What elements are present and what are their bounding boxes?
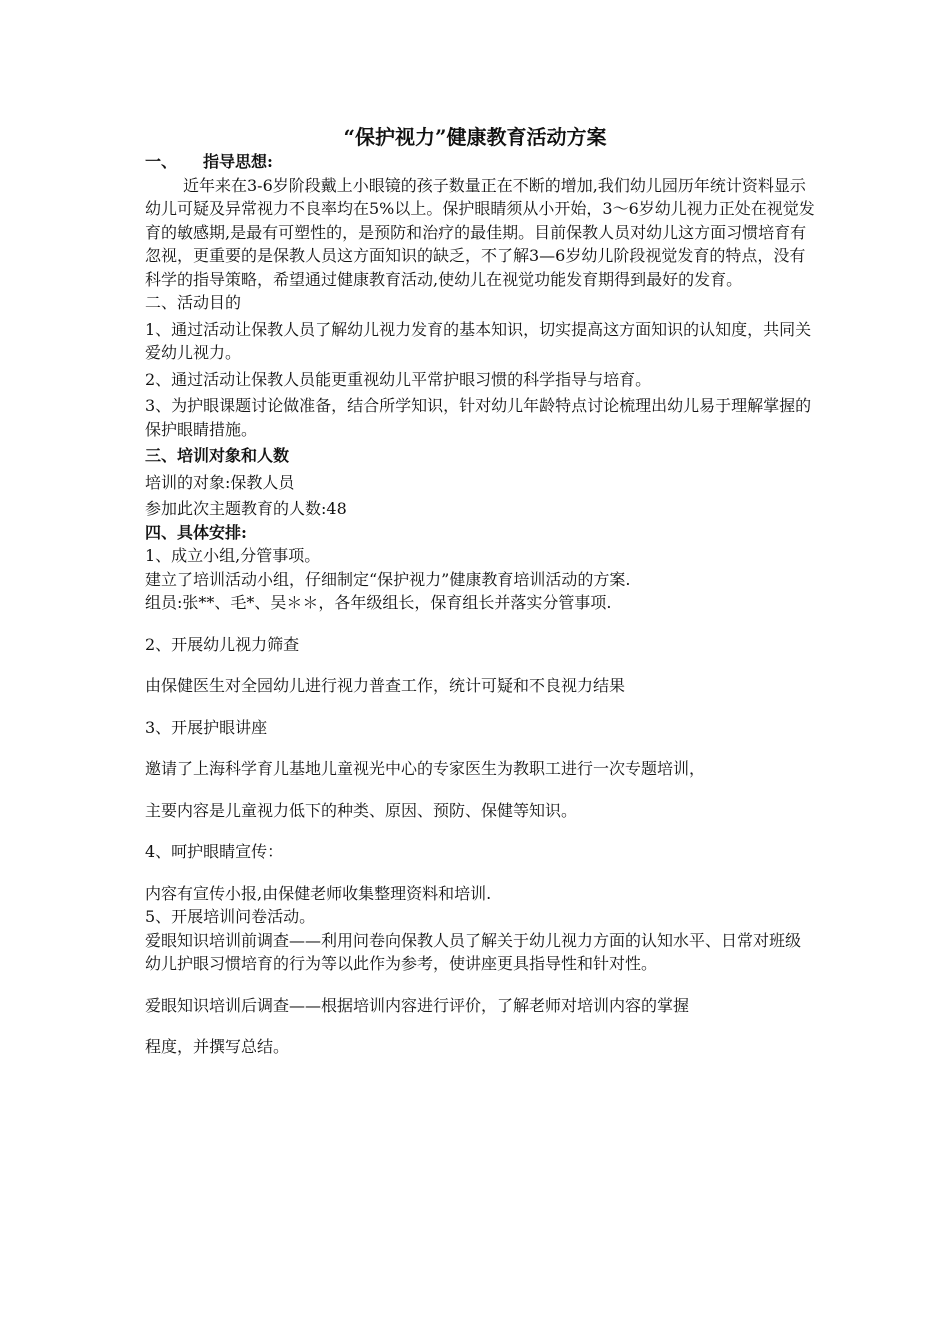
section-4-heading: 四、具体安排:: [145, 522, 247, 542]
item-1-line-1: 建立了培训活动小组，仔细制定“保护视力”健康教育培训活动的方案.: [145, 569, 631, 589]
item-1-line-2: 组员:张**、毛*、吴＊＊，各年级组长，保育组长并落实分管事项.: [145, 593, 612, 612]
item-5-body-1: 爱眼知识培训前调查——利用问卷向保教人员了解关于幼儿视力方面的认知水平、日常对班级幼儿护眼习惯培育的行为等以此作为参考，使讲座更具指导性和针对性。: [145, 930, 802, 973]
item-1-title: 1、成立小组,分管事项。: [145, 546, 321, 565]
item-5-body-2-line-2: 程度，并撰写总结。: [145, 1037, 290, 1056]
training-target: 培训的对象:保教人员: [145, 472, 295, 492]
item-3-line-1: 邀请了上海科学育儿基地儿童视光中心的专家医生为教职工进行一次专题培训，: [145, 759, 706, 778]
section-1-number: 一、: [145, 152, 178, 171]
section-1-body: 近年来在3-6岁阶段戴上小眼镜的孩子数量正在不断的增加,我们幼儿园历年统计资料显示幼儿可疑及异常视力不良率均在5%以上。保护眼睛须从小开始，3～6岁幼儿视力正处在视觉发育的敏感期,是最有可塑性的，是预防和治疗的最佳期。目前保教人员对幼儿这方面习惯培育有忽视，更重要的是保教人员这方面知识的缺乏，不了解3—6岁幼儿阶段视觉发育的特点，没有科学的指导策略，希望通过健康教育活动,使幼儿在视觉功能发育期得到最好的发育。: [145, 175, 815, 289]
section-3-heading: 三、培训对象和人数: [145, 446, 290, 465]
section-1-heading: [145, 150, 815, 174]
item-5-title: 5、开展培训问卷活动。: [145, 907, 316, 926]
item-3-title: 3、开展护眼讲座: [145, 717, 268, 737]
document-body: [145, 150, 815, 1059]
document-title: “保护视力”健康教育活动方案: [343, 125, 607, 149]
participant-count: 参加此次主题教育的人数:48: [145, 499, 347, 518]
item-2-body: 由保健医生对全园幼儿进行视力普查工作，统计可疑和不良视力结果: [145, 676, 626, 695]
item-3-line-2: 主要内容是儿童视力低下的种类、原因、预防、保健等知识。: [145, 800, 578, 820]
section-1-title: 指导思想:: [203, 152, 273, 171]
item-2-title: 2、开展幼儿视力筛查: [145, 634, 300, 654]
section-2-item-2: 2、通过活动让保教人员能更重视幼儿平常护眼习惯的科学指导与培育。: [145, 369, 652, 389]
item-4-body: 内容有宣传小报,由保健老师收集整理资料和培训.: [145, 883, 492, 903]
item-4-title: 4、呵护眼睛宣传：: [145, 842, 284, 861]
section-2-item-1: 1、通过活动让保教人员了解幼儿视力发育的基本知识，切实提高这方面知识的认知度，共同关爱幼儿视力。: [145, 319, 812, 362]
item-5-body-2-line-1: 爱眼知识培训后调查——根据培训内容进行评价，了解老师对培训内容的掌握: [145, 995, 690, 1015]
section-2-item-3: 3、为护眼课题讨论做准备，结合所学知识，针对幼儿年龄特点讨论梳理出幼儿易于理解掌握的保护眼睛措施。: [145, 396, 812, 439]
section-2-heading: 二、活动目的: [145, 293, 242, 312]
